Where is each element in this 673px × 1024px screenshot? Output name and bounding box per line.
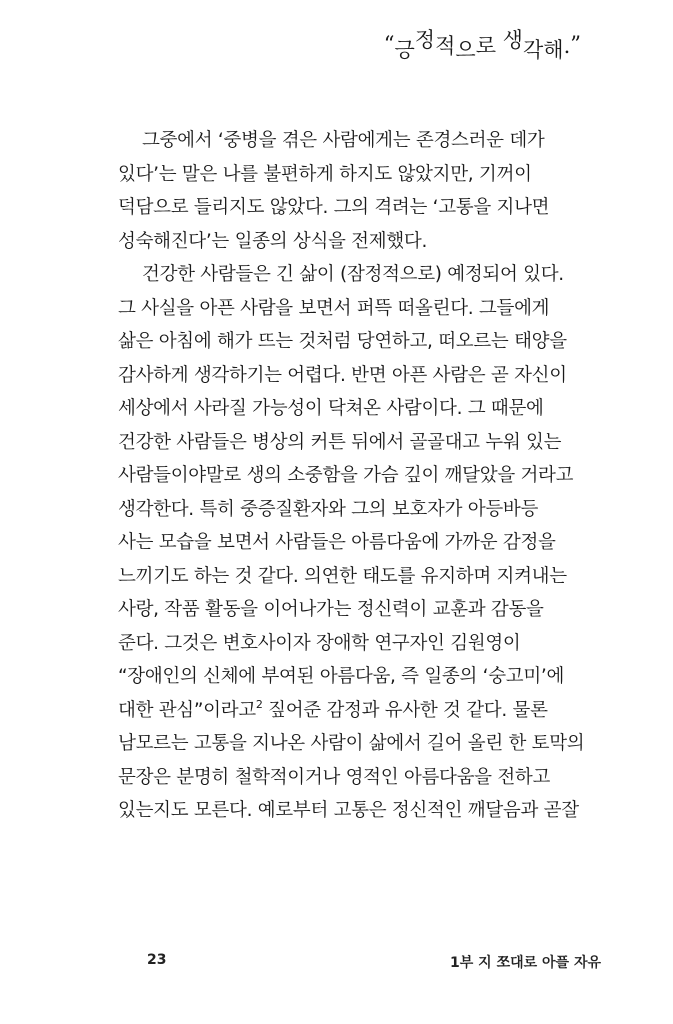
text-line: 있다’는 말은 나를 불편하게 하지도 않았지만, 기꺼이 — [118, 163, 532, 185]
text-line: 세상에서 사라질 가능성이 닥쳐온 사람이다. 그 때문에 — [118, 398, 544, 419]
text-line: 사랑, 작품 활동을 이어나가는 정신력이 교훈과 감동을 — [118, 599, 544, 620]
heading-char: . — [563, 34, 571, 58]
heading-char: 정 — [414, 28, 436, 52]
section-heading — [383, 28, 581, 62]
text-line: 준다. 그것은 변호사이자 장애학 연구자인 김원영이 — [118, 632, 521, 654]
heading-char: 생 — [502, 28, 523, 52]
text-line: 덕담으로 들리지도 않았다. 그의 격려는 ‘고통을 지나면 — [118, 197, 550, 218]
text-line: 성숙해진다’는 일종의 상식을 전제했다. — [118, 230, 428, 252]
running-title: 1부 지 쪼대로 아플 자유 — [450, 955, 601, 971]
body-text — [118, 124, 638, 828]
text-line: 있는지도 모른다. 예로부터 고통은 정신적인 깨달음과 곧잘 — [118, 800, 579, 821]
text-line-with-footnote — [118, 694, 638, 728]
text-line: 남모르는 고통을 지나온 사람이 삶에서 길어 올린 한 토막의 — [118, 733, 585, 754]
heading-char: 적 — [435, 34, 456, 58]
text-span: 짚어준 감정과 유사한 것 같다. 물론 — [262, 699, 548, 721]
heading-char: 으 — [455, 38, 476, 62]
text-line: 그 사실을 아픈 사람을 보면서 퍼뜩 떠올린다. 그들에게 — [118, 297, 550, 319]
text-line: 감사하게 생각하기는 어렵다. 반면 아픈 사람은 곧 자신이 — [118, 364, 567, 386]
text-line: 사는 모습을 보면서 사람들은 아름다움에 가까운 감정을 — [118, 532, 556, 553]
text-line: 생각한다. 특히 중증질환자와 그의 보호자가 아등바등 — [118, 498, 539, 520]
heading-char: 각 — [522, 38, 544, 62]
heading-char: 긍 — [394, 38, 415, 62]
heading-char: 로 — [475, 34, 496, 58]
text-line: 문장은 분명히 철학적이거나 영적인 아름다움을 전하고 — [118, 766, 551, 788]
heading-char: ” — [570, 32, 581, 56]
text-line: 그중에서 ‘중병을 겪은 사람에게는 존경스러운 데가 — [142, 130, 545, 151]
footnote-marker[interactable]: 2 — [255, 697, 263, 711]
paragraph-2 — [118, 258, 638, 828]
text-span: 대한 관심”이라고 — [118, 699, 256, 721]
paragraph-1 — [118, 124, 638, 258]
text-line: “장애인의 신체에 부여된 아름다움, 즉 일종의 ‘숭고미’에 — [118, 666, 565, 687]
heading-char: “ — [383, 32, 395, 56]
text-line: 사람들이야말로 생의 소중함을 가슴 깊이 깨달았을 거라고 — [118, 465, 574, 486]
text-line: 삶은 아침에 해가 뜨는 것처럼 당연하고, 떠오르는 태양을 — [118, 331, 567, 352]
text-line: 느끼기도 하는 것 같다. 의연한 태도를 유지하며 지켜내는 — [118, 565, 567, 587]
text-line: 건강한 사람들은 병상의 커튼 뒤에서 골골대고 누워 있는 — [118, 431, 562, 453]
text-line: 건강한 사람들은 긴 삶이 (잠정적으로) 예정되어 있다. — [142, 264, 564, 285]
page-number: 23 — [147, 952, 167, 968]
heading-char — [496, 32, 503, 56]
heading-char: 해 — [543, 38, 564, 62]
